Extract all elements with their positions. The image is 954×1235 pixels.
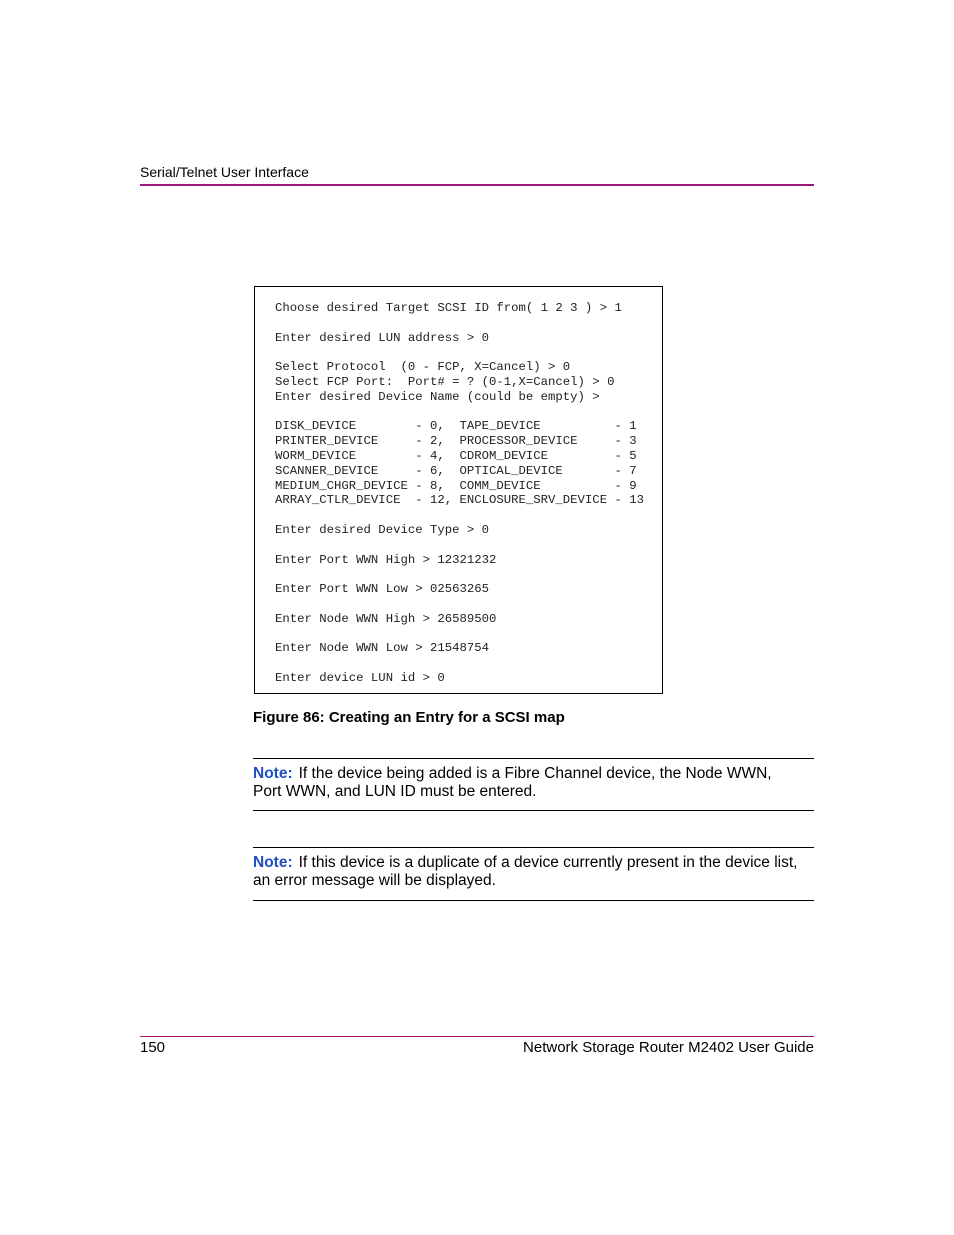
terminal-line: Enter Node WWN Low > 21548754 xyxy=(275,641,490,656)
note-text xyxy=(253,854,798,890)
terminal-line xyxy=(275,345,644,360)
note-box xyxy=(253,758,814,811)
terminal-line xyxy=(275,597,644,612)
terminal-line: MEDIUM_CHGR_DEVICE - 8, COMM_DEVICE - 9 xyxy=(275,478,637,493)
terminal-line: DISK_DEVICE - 0, TAPE_DEVICE - 1 xyxy=(275,419,637,434)
note-body: If this device is a duplicate of a device currently present in the device list, an error message will be displayed. xyxy=(253,854,798,889)
terminal-line: Select FCP Port: Port# = ? (0-1,X=Cancel) > 0 xyxy=(275,374,615,389)
note-label: Note: xyxy=(253,765,293,782)
note-text xyxy=(253,765,798,801)
terminal-line: ARRAY_CTLR_DEVICE - 12, ENCLOSURE_SRV_DEVICE - 13 xyxy=(275,493,644,508)
terminal-line: Choose desired Target SCSI ID from( 1 2 3 ) > 1 xyxy=(275,301,622,315)
terminal-line: Select Protocol (0 - FCP, X=Cancel) > 0 xyxy=(275,360,571,375)
terminal-line xyxy=(275,405,644,420)
terminal-line: PRINTER_DEVICE - 2, PROCESSOR_DEVICE - 3 xyxy=(275,434,637,449)
terminal-line xyxy=(275,316,644,331)
terminal-line: Enter desired Device Name (could be empty) > xyxy=(275,389,600,404)
terminal-line: Enter Node WWN High > 26589500 xyxy=(275,611,497,626)
terminal-line xyxy=(275,508,644,523)
terminal-line: Enter Port WWN Low > 02563265 xyxy=(275,582,490,597)
page-number: 150 xyxy=(140,1039,166,1056)
note-box xyxy=(253,847,814,901)
note-body: If the device being added is a Fibre Channel device, the Node WWN, Port WWN, and LUN ID must be entered. xyxy=(253,765,772,800)
note-label: Note: xyxy=(253,854,293,871)
terminal-line xyxy=(275,538,644,553)
figure-caption: Figure 86: Creating an Entry for a SCSI map xyxy=(253,709,565,726)
terminal-screenshot xyxy=(254,286,663,694)
footer-rule xyxy=(140,1036,814,1037)
terminal-line: Enter desired LUN address > 0 xyxy=(275,330,490,345)
terminal-line: SCANNER_DEVICE - 6, OPTICAL_DEVICE - 7 xyxy=(275,463,637,478)
terminal-output xyxy=(275,301,644,686)
terminal-line xyxy=(275,627,644,642)
guide-title: Network Storage Router M2402 User Guide xyxy=(523,1039,814,1056)
section-title: Serial/Telnet User Interface xyxy=(140,164,309,180)
terminal-line xyxy=(275,567,644,582)
terminal-line: WORM_DEVICE - 4, CDROM_DEVICE - 5 xyxy=(275,448,637,463)
terminal-line: Enter device LUN id > 0 xyxy=(275,670,445,685)
terminal-line: Enter desired Device Type > 0 xyxy=(275,522,490,537)
terminal-line xyxy=(275,656,644,671)
header-rule xyxy=(140,184,814,186)
terminal-line: Enter Port WWN High > 12321232 xyxy=(275,552,497,567)
